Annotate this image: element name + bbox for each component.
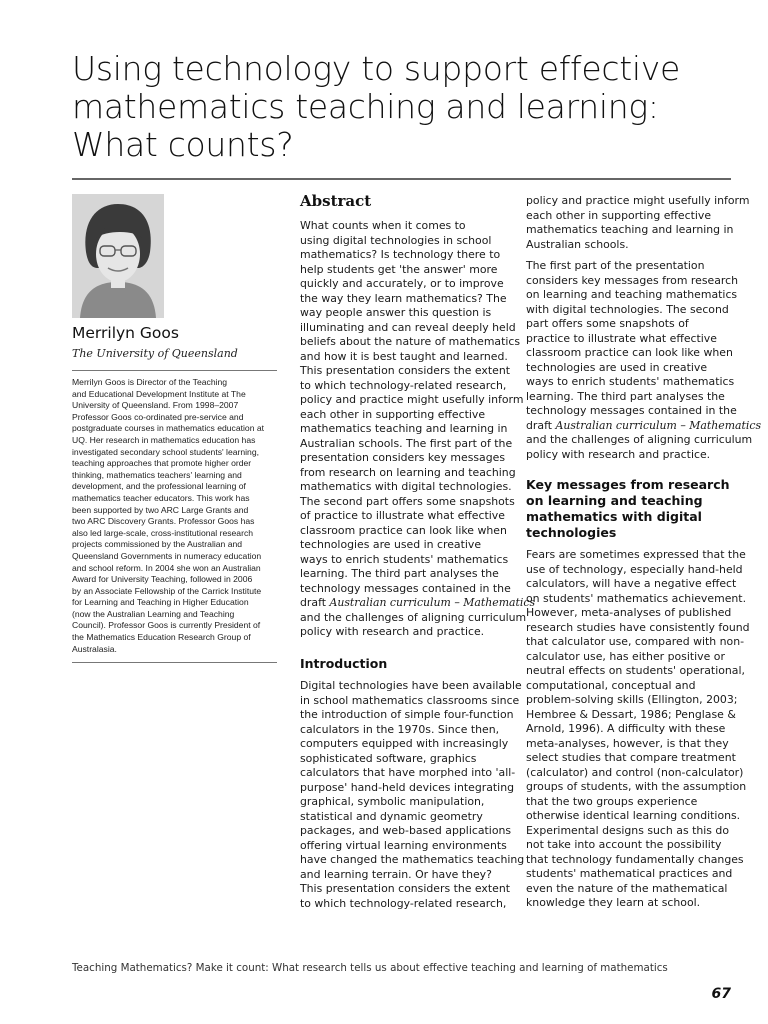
text-line	[526, 418, 762, 434]
bio-line: been supported by two ARC Large Grants and	[72, 504, 249, 515]
bio-line: Professor Goos co-ordinated pre-service and	[72, 411, 244, 422]
text-line: policy with research and practice.	[300, 625, 485, 638]
text-line: Hembree & Dessart, 1986; Penglase &	[526, 707, 736, 721]
text-line: technologies are used in creative	[300, 538, 482, 551]
text-line: calculators, will have a negative effect	[526, 577, 737, 590]
text-line: mathematics teaching and learning in	[526, 223, 734, 236]
text-line: illuminating and can reveal deeply held	[300, 320, 516, 334]
abstract-text	[300, 219, 536, 640]
bio-line: by an Associate Fellowship of the Carrick Institute	[72, 585, 262, 596]
text-line: calculator use, has either positive or	[526, 649, 725, 663]
text-line: research studies have consistently found	[526, 620, 750, 634]
text-line: each other in supporting effective	[300, 407, 486, 421]
text-line: part offers some snapshots of	[526, 317, 689, 330]
bio-divider-bottom	[72, 662, 277, 663]
text-line: Digital technologies have been available	[300, 679, 522, 692]
bio-line: mathematics teacher educators. This work has	[72, 492, 250, 503]
curriculum-title: Australian curriculum – Mathematics	[329, 596, 536, 609]
text-line: knowledge they learn at school.	[526, 896, 701, 909]
text-line: of practice to illustrate what effective	[300, 509, 505, 522]
text-line: (calculator) and control (non-calculator)	[526, 765, 744, 779]
text-line: statistical and dynamic geometry	[300, 809, 483, 823]
introduction-heading: Introduction	[300, 656, 388, 671]
text-line: classroom practice can look like when	[300, 523, 507, 537]
abstract-heading: Abstract	[300, 192, 372, 210]
text-line: using digital technologies in school	[300, 233, 492, 247]
text-line: The first part of the presentation	[526, 259, 705, 272]
text-line: the way they learn mathematics? The	[300, 291, 507, 305]
bio-line: also led large-scale, cross-institutional research	[72, 527, 254, 538]
text-line: Australian schools. The first part of the	[300, 436, 513, 450]
text-line: use of technology, especially hand-held	[526, 562, 743, 576]
text-line: learning. The third part analyses the	[300, 567, 499, 580]
text-line: What counts when it comes to	[300, 219, 466, 232]
text-line: groups of students, with the assumption	[526, 780, 747, 793]
text-line: packages, and web-based applications	[300, 824, 512, 837]
text-line: and the challenges of aligning curriculum	[300, 610, 527, 624]
author-portrait-icon	[72, 194, 164, 318]
text-line: ways to enrich students' mathematics	[526, 375, 735, 388]
text-line: in school mathematics classrooms since	[300, 693, 520, 707]
text-line: that calculator use, compared with non-	[526, 635, 745, 648]
draft-prefix: draft	[526, 418, 556, 432]
title-line: Using technology to support effective	[72, 49, 680, 88]
bio-line: investigated secondary school students' learning,	[72, 446, 259, 457]
text-line: presentation considers key messages	[300, 451, 506, 464]
bio-line: thinking, mathematics teachers' learning and	[72, 469, 242, 480]
text-line: that the two groups experience	[526, 794, 698, 808]
text-line: policy with research and practice.	[526, 447, 711, 461]
text-line: computers equipped with increasingly	[300, 737, 509, 750]
heading-line: mathematics with digital	[526, 509, 702, 524]
text-line: have changed the mathematics teaching	[300, 853, 525, 866]
bio-line: teaching approaches that promote higher order	[72, 458, 252, 469]
curriculum-title: Australian curriculum – Mathematics	[555, 418, 762, 432]
bio-line: UQ. Her research in mathematics education has	[72, 434, 256, 445]
text-line: meta-analyses, however, is that they	[526, 736, 729, 750]
bio-line: and school reform. In 2004 she won an Australian	[72, 562, 261, 573]
text-line: select studies that compare treatment	[526, 751, 736, 764]
text-line: Australian schools.	[526, 237, 629, 251]
text-line: beliefs about the nature of mathematics	[300, 335, 521, 348]
text-line: that technology fundamentally changes	[526, 852, 744, 866]
text-line	[300, 596, 536, 611]
page-title	[72, 50, 732, 164]
right-column-intro	[526, 194, 750, 252]
bio-line: (now the Australian Learning and Teaching	[72, 608, 235, 619]
bio-line: Award for University Teaching, followed in 2006	[72, 574, 253, 585]
bio-divider-top	[72, 370, 277, 371]
text-line: with digital technologies. The second	[526, 302, 729, 316]
text-line: way people answer this question is	[300, 306, 492, 319]
bio-line: projects commissioned by the Australian and	[72, 539, 243, 550]
heading-line: Key messages from research	[526, 477, 730, 492]
author-affiliation: The University of Queensland	[72, 347, 238, 360]
bio-line: and Educational Development Institute at The	[72, 388, 246, 399]
text-line: policy and practice might usefully inform	[300, 393, 524, 406]
text-line: and the challenges of aligning curriculum	[526, 433, 753, 446]
right-column-paragraph	[526, 259, 762, 462]
text-line: to which technology-related research,	[300, 896, 507, 910]
title-line: What counts?	[72, 125, 294, 164]
text-line: the introduction of simple four-function	[300, 708, 514, 721]
introduction-text	[300, 679, 525, 911]
bio-line: Australasia.	[72, 643, 117, 654]
bio-line: University of Queensland. From 1998–2007	[72, 400, 239, 411]
text-line: practice to illustrate what effective	[526, 331, 717, 345]
text-line: purpose' hand-held devices integrating	[300, 780, 515, 794]
running-footer: Teaching Mathematics? Make it count: What research tells us about effective teaching and learning of mathematics	[72, 962, 668, 974]
page-number: 67	[711, 986, 731, 1002]
text-line: calculators in the 1970s. Since then,	[300, 722, 500, 736]
text-line: even the nature of the mathematical	[526, 881, 728, 895]
draft-prefix: draft	[300, 596, 330, 609]
text-line: students' mathematical practices and	[526, 867, 733, 880]
key-messages-heading	[526, 477, 730, 541]
bio-line: Merrilyn Goos is Director of the Teaching	[72, 377, 228, 387]
text-line: This presentation considers the extent	[300, 882, 511, 895]
text-line: However, meta-analyses of published	[526, 606, 732, 619]
text-line: mathematics? Is technology there to	[300, 248, 501, 261]
author-photo	[72, 194, 164, 318]
author-bio	[72, 377, 282, 655]
bio-line: two ARC Discovery Grants. Professor Goos has	[72, 516, 255, 527]
bio-line: Queensland Governments in numeracy education	[72, 550, 262, 561]
text-line: otherwise identical learning conditions.	[526, 809, 741, 822]
text-line: on students' mathematics achievement.	[526, 591, 747, 605]
text-line: calculators that have morphed into 'all-	[300, 766, 516, 779]
bio-line: development, and the professional learning of	[72, 481, 246, 492]
text-line: The second part offers some snapshots	[300, 494, 515, 508]
text-line: sophisticated software, graphics	[300, 751, 477, 765]
text-line: This presentation considers the extent	[300, 364, 511, 377]
text-line: Arnold, 1996). A difficulty with these	[526, 722, 726, 735]
text-line: not take into account the possibility	[526, 838, 722, 851]
text-line: technologies are used in creative	[526, 360, 708, 374]
text-line: neutral effects on students' operational,	[526, 664, 745, 677]
text-line: each other in supporting effective	[526, 208, 712, 222]
text-line: offering virtual learning environments	[300, 838, 507, 852]
heading-line: on learning and teaching	[526, 493, 703, 508]
key-messages-text	[526, 548, 750, 911]
text-line: ways to enrich students' mathematics	[300, 552, 509, 566]
text-line: and how it is best taught and learned.	[300, 349, 508, 363]
text-line: problem-solving skills (Ellington, 2003;	[526, 693, 738, 706]
title-line: mathematics teaching and learning:	[72, 87, 659, 126]
title-divider	[72, 178, 731, 180]
text-line: on learning and teaching mathematics	[526, 288, 738, 301]
text-line: computational, conceptual and	[526, 678, 696, 692]
text-line: from research on learning and teaching	[300, 465, 516, 479]
text-line: and learning terrain. Or have they?	[300, 867, 492, 881]
text-line: mathematics with digital technologies.	[300, 480, 512, 493]
bio-line: the Mathematics Education Research Group of	[72, 632, 251, 643]
text-line: Fears are sometimes expressed that the	[526, 548, 746, 561]
bio-line: Council). Professor Goos is currently President of	[72, 620, 261, 631]
text-line: mathematics teaching and learning in	[300, 422, 508, 435]
text-line: technology messages contained in the	[526, 404, 737, 417]
text-line: considers key messages from research	[526, 273, 739, 287]
text-line: classroom practice can look like when	[526, 346, 733, 359]
text-line: learning. The third part analyses the	[526, 389, 725, 403]
text-line: policy and practice might usefully inform	[526, 194, 750, 207]
heading-line: technologies	[526, 525, 617, 540]
text-line: graphical, symbolic manipulation,	[300, 795, 485, 808]
bio-line: postgraduate courses in mathematics education at	[72, 423, 265, 434]
text-line: technology messages contained in the	[300, 581, 511, 595]
author-name: Merrilyn Goos	[72, 324, 179, 342]
bio-line: for Learning and Teaching in Higher Education	[72, 597, 249, 608]
text-line: help students get 'the answer' more	[300, 262, 498, 276]
text-line: to which technology-related research,	[300, 378, 507, 392]
text-line: Experimental designs such as this do	[526, 823, 729, 837]
text-line: quickly and accurately, or to improve	[300, 277, 504, 290]
